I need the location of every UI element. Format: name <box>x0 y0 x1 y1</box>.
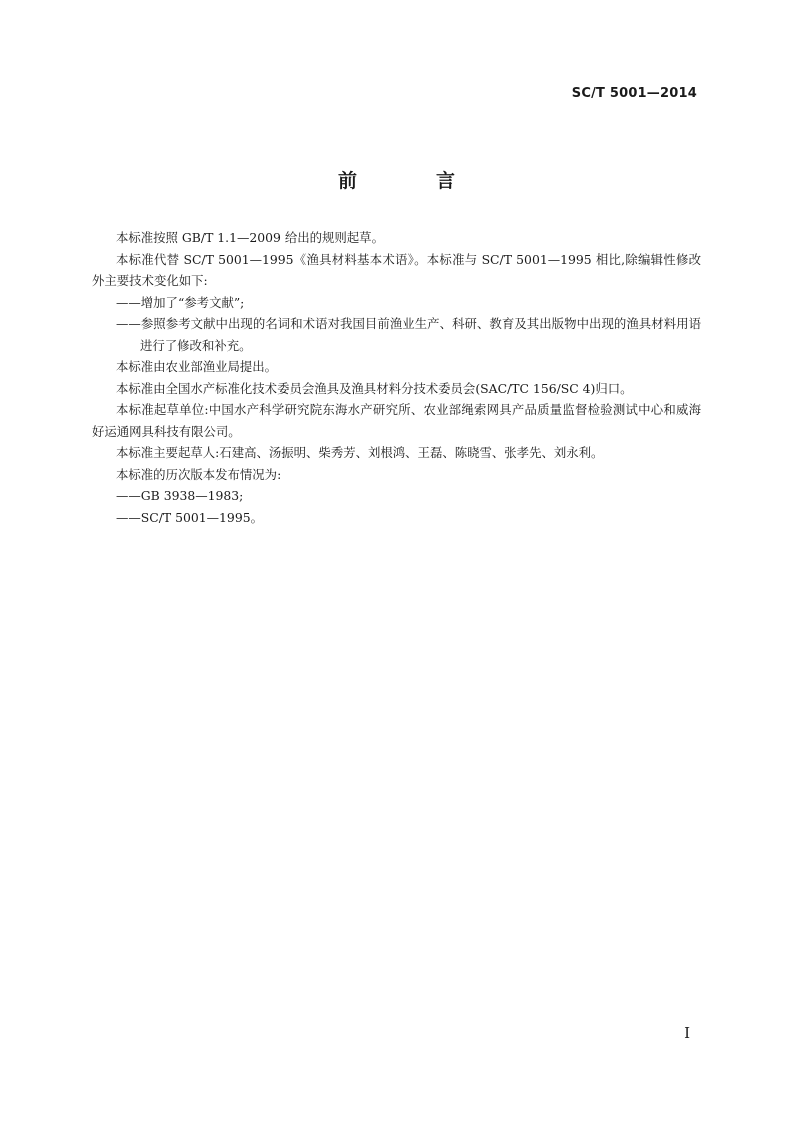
standard-code: SC/T 5001—2014 <box>571 86 697 101</box>
drafting-units-paragraph: 本标准起草单位:中国水产科学研究院东海水产研究所、农业部绳索网具产品质量监督检验测试中心和威海好运通网具科技有限公司。 <box>92 402 701 439</box>
change-item: ——参照参考文献中出现的名词和术语对我国目前渔业生产、科研、教育及其出版物中出现的渔具材料用语进行了修改和补充。 <box>116 316 701 353</box>
replacement-paragraph: 本标准代替 SC/T 5001—1995《渔具材料基本术语》。本标准与 SC/T 5001—1995 相比,除编辑性修改外主要技术变化如下: <box>92 251 701 288</box>
drafting-rules-paragraph: 本标准按照 GB/T 1.1—2009 给出的规则起草。 <box>116 230 384 245</box>
page-title: 前 言 <box>337 170 485 192</box>
foreword-body <box>92 227 701 528</box>
history-intro-paragraph: 本标准的历次版本发布情况为: <box>116 466 282 482</box>
proposer-paragraph: 本标准由农业部渔业局提出。 <box>116 359 278 374</box>
drafters-paragraph: 本标准主要起草人:石建高、汤振明、柴秀芳、刘根鸿、王磊、陈晓雪、张孝先、刘永利。 <box>116 445 604 460</box>
centralized-paragraph: 本标准由全国水产标准化技术委员会渔具及渔具材料分技术委员会(SAC/TC 156/SC 4)归口。 <box>116 380 633 396</box>
history-item: ——SC/T 5001—1995。 <box>116 509 263 525</box>
history-item: ——GB 3938—1983; <box>116 488 244 503</box>
page-number: I <box>684 1024 690 1042</box>
change-item: ——增加了“参考文献”; <box>116 294 245 310</box>
